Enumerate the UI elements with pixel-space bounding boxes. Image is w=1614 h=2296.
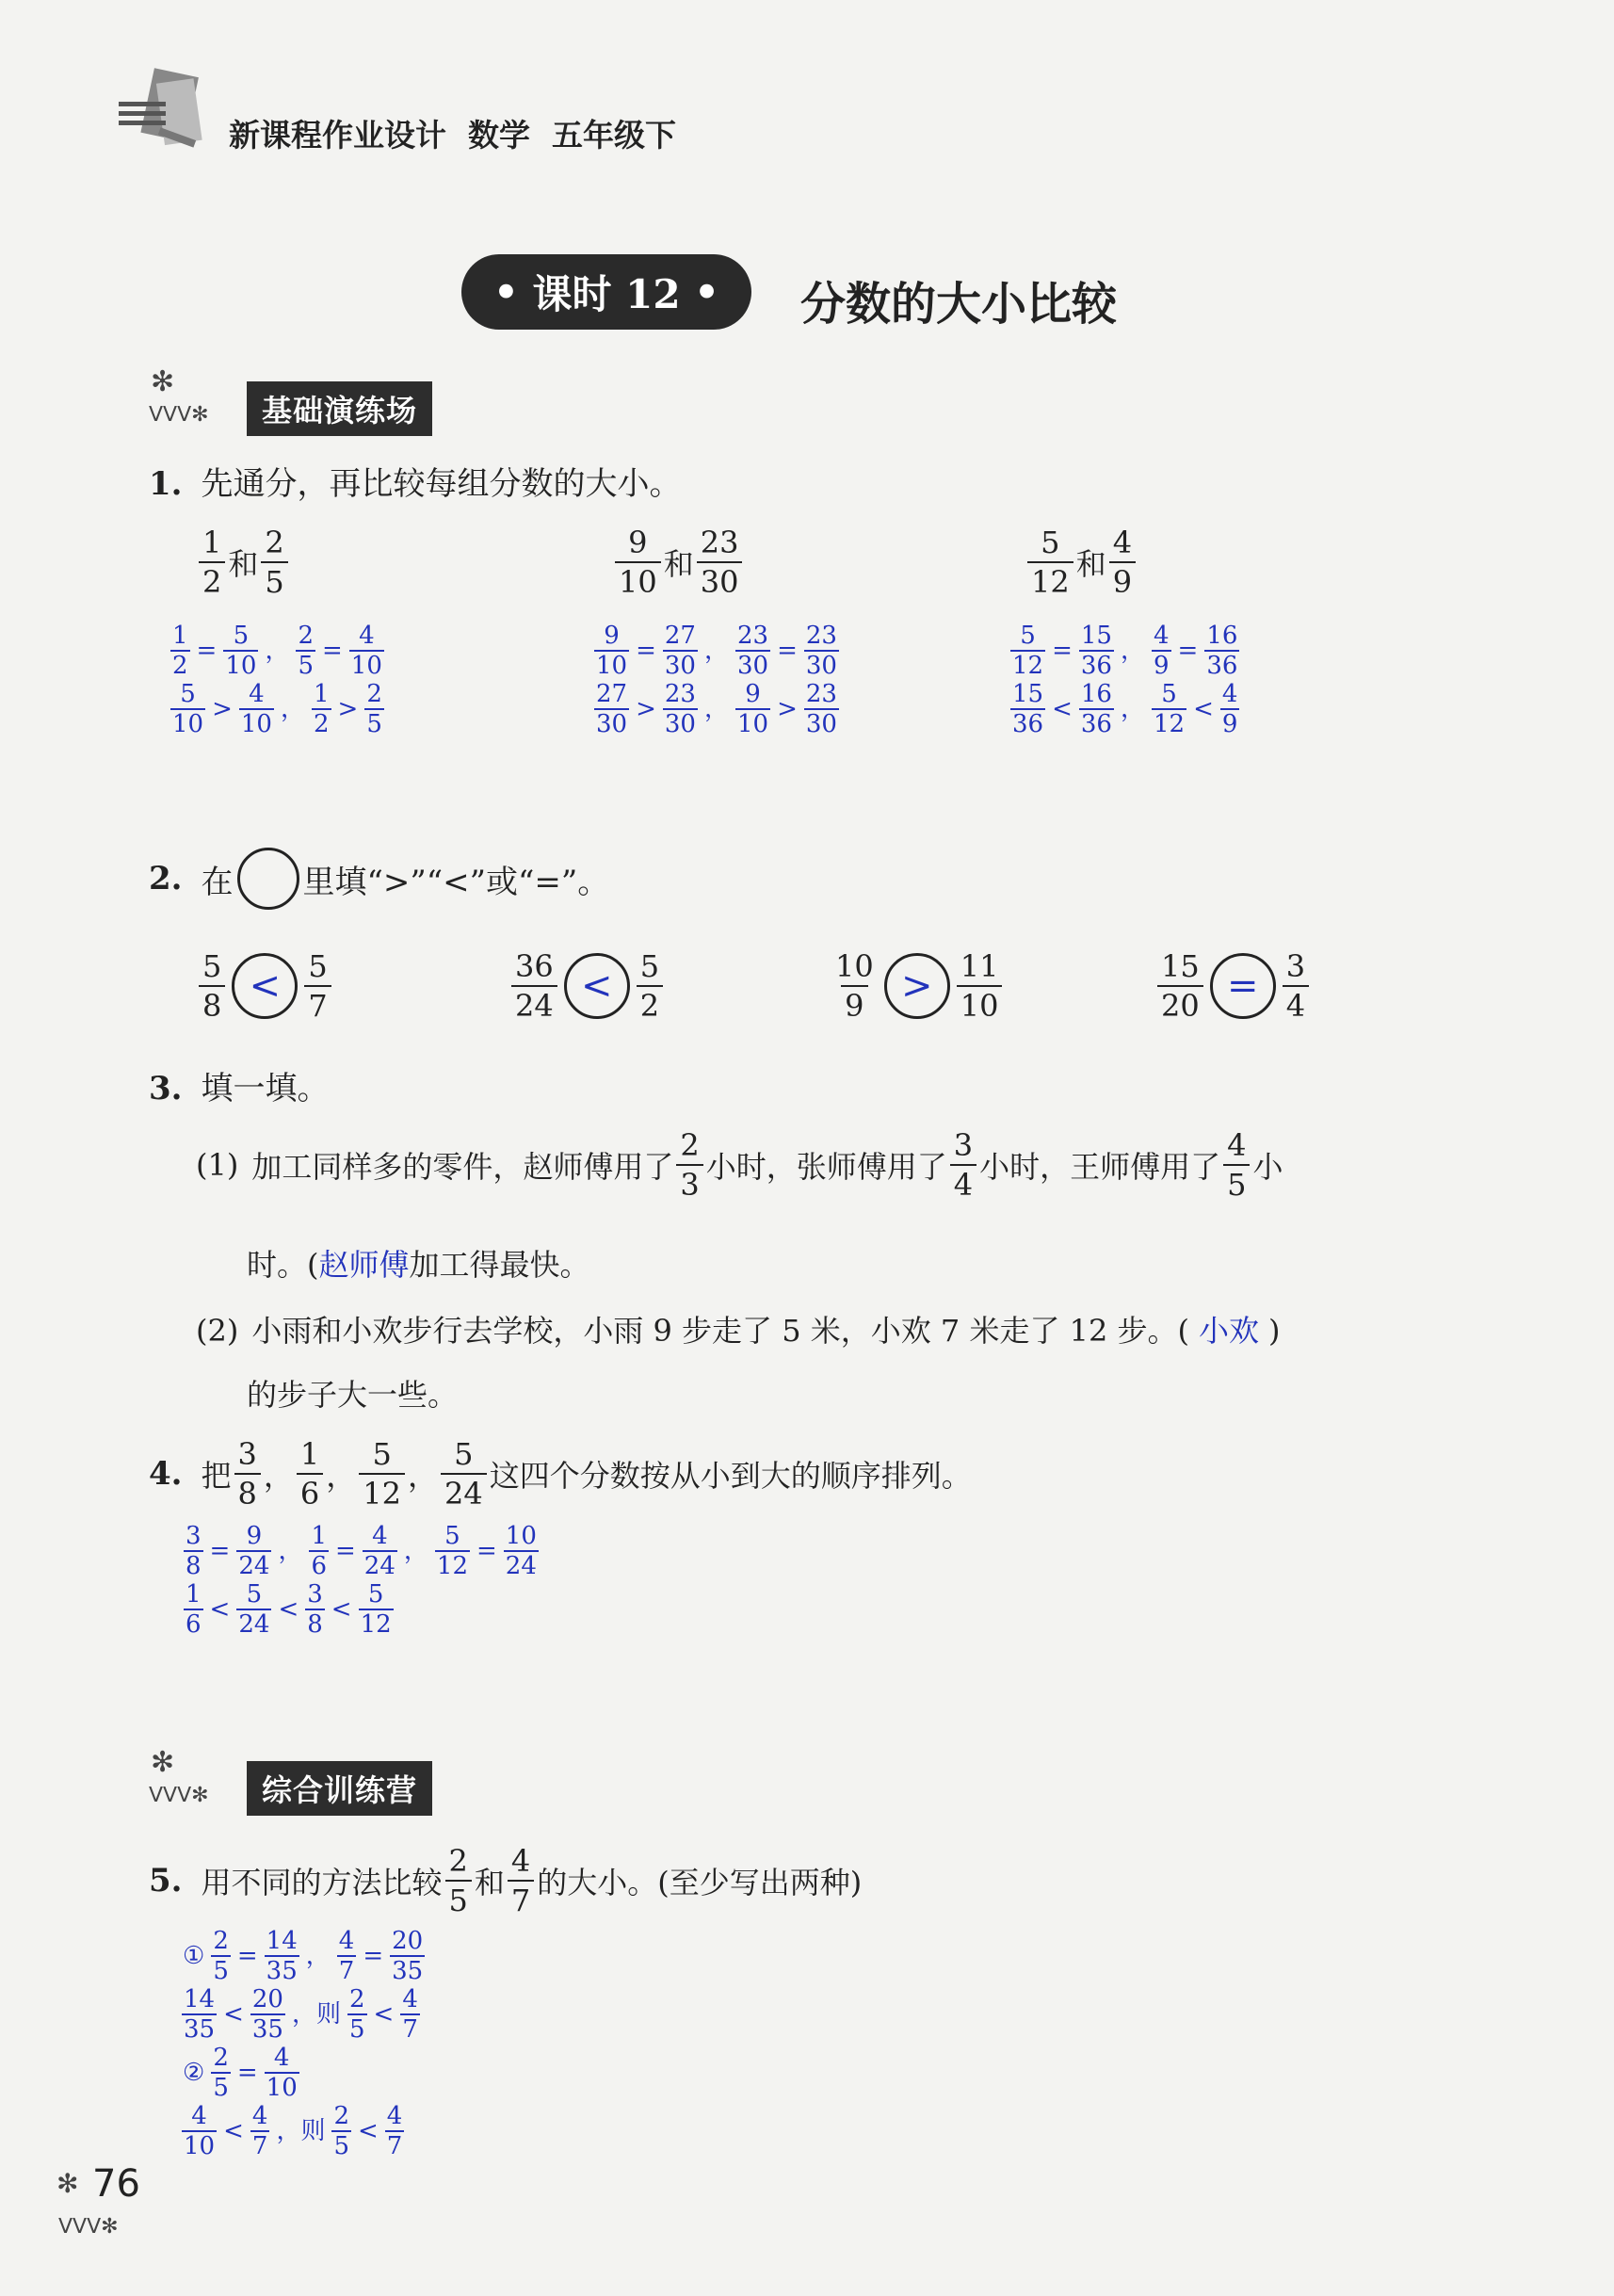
numerator: 5 bbox=[1161, 680, 1177, 708]
answer-fraction bbox=[1010, 623, 1045, 678]
answer-fraction bbox=[331, 2104, 351, 2159]
answer-symbol: = bbox=[236, 1942, 258, 1970]
answer-symbol: < bbox=[358, 2117, 379, 2145]
numerator: 27 bbox=[596, 680, 628, 708]
answer-symbol: > bbox=[212, 695, 233, 723]
numerator: 15 bbox=[1080, 622, 1112, 650]
denominator: 30 bbox=[596, 710, 628, 738]
denominator: 8 bbox=[186, 1552, 202, 1580]
denominator: 10 bbox=[172, 710, 204, 738]
denominator: 2 bbox=[314, 710, 330, 738]
answer-fraction bbox=[236, 1524, 271, 1578]
q1-text: 先通分，再比较每组分数的大小。 bbox=[201, 465, 682, 503]
answer-fraction bbox=[239, 682, 274, 736]
denominator: 5 bbox=[298, 652, 314, 680]
denominator: 30 bbox=[737, 652, 769, 680]
answer-fraction bbox=[184, 1582, 203, 1637]
answer-symbol: = bbox=[1052, 637, 1073, 665]
q1-answer-2 bbox=[591, 623, 842, 736]
answer-fraction bbox=[735, 682, 770, 736]
answer-fraction bbox=[804, 682, 839, 736]
numerator: 4 bbox=[338, 1927, 355, 1955]
answer-symbol: ， bbox=[305, 1942, 331, 1970]
denominator: 10 bbox=[266, 2074, 298, 2102]
numerator: 23 bbox=[805, 622, 837, 650]
q2-item-3: $\frac{10}{9}$ > $\frac{11}{10}$ bbox=[829, 951, 1005, 1021]
answer-fraction bbox=[390, 1929, 425, 1983]
section-comprehensive-label: 综合训练营 bbox=[247, 1761, 432, 1816]
numerator: 2 bbox=[213, 1927, 229, 1955]
numerator: 1 bbox=[314, 680, 330, 708]
numerator: 15 bbox=[1012, 680, 1044, 708]
answer-symbol: < bbox=[278, 1595, 299, 1624]
grass-icon: ᐯᐯᐯ✻ bbox=[149, 403, 209, 427]
denominator: 30 bbox=[805, 652, 837, 680]
q2-item-4: $\frac{15}{20}$ = $\frac{3}{4}$ bbox=[1154, 951, 1312, 1021]
answer-symbol: = bbox=[196, 637, 218, 665]
denominator: 6 bbox=[311, 1552, 327, 1580]
flower-icon: ✻ bbox=[151, 1746, 175, 1779]
denominator: 24 bbox=[505, 1552, 537, 1580]
denominator: 24 bbox=[238, 1610, 270, 1639]
denominator: 10 bbox=[596, 652, 628, 680]
numerator: 20 bbox=[392, 1927, 424, 1955]
answer-fraction bbox=[363, 1524, 397, 1578]
numerator: 16 bbox=[1206, 622, 1238, 650]
answer-symbol: = bbox=[1177, 637, 1199, 665]
answer-symbol: ① bbox=[183, 1942, 205, 1970]
numerator: 2 bbox=[213, 2044, 229, 2072]
answer-symbol: ， bbox=[703, 695, 729, 723]
denominator: 9 bbox=[1154, 652, 1170, 680]
answer-fraction bbox=[211, 1929, 231, 1983]
denominator: 12 bbox=[436, 1552, 468, 1580]
answer-circle[interactable]: < bbox=[564, 953, 630, 1019]
numerator: 16 bbox=[1080, 680, 1112, 708]
section-basic-label: 基础演练场 bbox=[247, 381, 432, 436]
answer-symbol: > bbox=[777, 695, 798, 723]
answer-symbol: = bbox=[636, 637, 656, 665]
denominator: 5 bbox=[213, 1957, 229, 1985]
answer-fraction bbox=[1152, 623, 1171, 678]
answer-symbol: ， bbox=[280, 695, 305, 723]
numerator: 3 bbox=[186, 1522, 202, 1550]
answer-symbol: < bbox=[373, 2000, 395, 2029]
answer-circle[interactable]: < bbox=[232, 953, 298, 1019]
flower-icon: ✻ bbox=[151, 365, 175, 398]
header-title: 新课程作业设计 数学 五年级下 bbox=[229, 117, 676, 154]
answer-fraction bbox=[435, 1524, 470, 1578]
numerator: 4 bbox=[249, 680, 265, 708]
answer-fraction bbox=[1204, 623, 1239, 678]
answer-symbol: = bbox=[322, 637, 343, 665]
answer-symbol: ，则 bbox=[276, 2117, 326, 2145]
numerator: 4 bbox=[273, 2044, 290, 2072]
answer-fraction bbox=[663, 682, 698, 736]
q3-answer-1: 赵师傅 bbox=[318, 1247, 410, 1283]
q2-prompt: 2. 在 里填“>”“<”或“=”。 bbox=[149, 848, 609, 910]
header-logo-icon bbox=[111, 68, 215, 162]
numerator: 1 bbox=[172, 622, 188, 650]
numerator: 14 bbox=[266, 1927, 298, 1955]
denominator: 8 bbox=[307, 1610, 323, 1639]
q3-part-1: (1) 加工同样多的零件，赵师傅用了 $\frac{2}{3}$ 小时，张师傅用了 $\frac{3}{4}$ 小时，王师傅用了 $\frac{4}{5}$ 小 bbox=[196, 1127, 1283, 1203]
answer-symbol: ， bbox=[1120, 695, 1145, 723]
q3-part-1-line2: 时。(赵师傅加工得最快。 bbox=[247, 1247, 590, 1283]
denominator: 10 bbox=[350, 652, 382, 680]
lesson-title: 分数的大小比较 bbox=[800, 278, 1118, 331]
answer-symbol: = bbox=[476, 1537, 497, 1565]
answer-fraction bbox=[347, 1987, 367, 2042]
answer-fraction bbox=[804, 623, 839, 678]
answer-fraction bbox=[1220, 682, 1240, 736]
answer-symbol: ， bbox=[265, 637, 290, 665]
answer-fraction bbox=[663, 623, 698, 678]
numerator: 5 bbox=[1020, 622, 1036, 650]
denominator: 12 bbox=[1154, 710, 1186, 738]
denominator: 36 bbox=[1080, 710, 1112, 738]
numerator: 2 bbox=[298, 622, 314, 650]
answer-fraction bbox=[182, 2104, 217, 2159]
answer-symbol: ，则 bbox=[291, 2000, 341, 2029]
answer-fraction bbox=[735, 623, 770, 678]
numerator: 2 bbox=[349, 1985, 365, 2013]
numerator: 2 bbox=[366, 680, 382, 708]
numerator: 4 bbox=[191, 2102, 207, 2130]
numerator: 9 bbox=[246, 1522, 263, 1550]
answer-symbol: < bbox=[223, 2000, 244, 2029]
denominator: 30 bbox=[664, 652, 696, 680]
denominator: 5 bbox=[366, 710, 382, 738]
answer-fraction bbox=[309, 1524, 329, 1578]
answer-symbol: ， bbox=[403, 1537, 428, 1565]
q1-prompt: 1. 先通分，再比较每组分数的大小。 bbox=[149, 465, 682, 503]
denominator: 5 bbox=[349, 2015, 365, 2044]
numerator: 23 bbox=[664, 680, 696, 708]
answer-symbol: ， bbox=[278, 1537, 303, 1565]
answer-fraction bbox=[265, 1929, 299, 1983]
answer-symbol: > bbox=[337, 695, 359, 723]
answer-symbol: = bbox=[236, 2059, 258, 2087]
answer-symbol: = bbox=[335, 1537, 356, 1565]
denominator: 35 bbox=[266, 1957, 298, 1985]
denominator: 35 bbox=[392, 1957, 424, 1985]
answer-fraction bbox=[312, 682, 331, 736]
answer-fraction bbox=[1010, 682, 1045, 736]
denominator: 35 bbox=[184, 2015, 216, 2044]
q3-prompt: 3. 填一填。 bbox=[149, 1070, 330, 1108]
answer-symbol: = bbox=[777, 637, 798, 665]
denominator: 10 bbox=[225, 652, 257, 680]
lesson-badge: • 课时 12 • bbox=[461, 254, 751, 330]
numerator: 14 bbox=[184, 1985, 216, 2013]
answer-fraction bbox=[594, 623, 629, 678]
answer-fraction bbox=[400, 1987, 420, 2042]
numerator: 27 bbox=[664, 622, 696, 650]
answer-fraction bbox=[250, 2104, 270, 2159]
denominator: 2 bbox=[172, 652, 188, 680]
denominator: 30 bbox=[805, 710, 837, 738]
answer-symbol: ， bbox=[1120, 637, 1145, 665]
q4-prompt: 4. 把 $\frac{3}{8}$ ， $\frac{1}{6}$ ， $\frac{5}{12}$ ， $\frac{5}{24}$ 这四个分数按从小到大的顺序排列。 bbox=[149, 1436, 972, 1512]
denominator: 7 bbox=[386, 2132, 403, 2160]
q4-answer bbox=[181, 1524, 541, 1637]
answer-fraction bbox=[170, 623, 190, 678]
answer-fraction bbox=[170, 682, 205, 736]
numerator: 5 bbox=[180, 680, 196, 708]
answer-fraction bbox=[236, 1582, 271, 1637]
answer-symbol: < bbox=[223, 2117, 244, 2145]
denominator: 5 bbox=[213, 2074, 229, 2102]
q1-group-3: $\frac{5}{12}$ 和 $\frac{4}{9}$ bbox=[1025, 527, 1138, 597]
q5-answer bbox=[179, 1929, 428, 2159]
q2-item-1: $\frac{5}{8}$ < $\frac{5}{7}$ bbox=[196, 951, 334, 1021]
denominator: 12 bbox=[1012, 652, 1044, 680]
denominator: 10 bbox=[737, 710, 769, 738]
answer-fraction bbox=[385, 2104, 405, 2159]
numerator: 4 bbox=[386, 2102, 403, 2130]
numerator: 20 bbox=[251, 1985, 283, 2013]
answer-fraction bbox=[211, 2045, 231, 2100]
denominator: 12 bbox=[360, 1610, 392, 1639]
q3-part-2-line2: 的步子大一些。 bbox=[247, 1377, 459, 1413]
answer-symbol: < bbox=[1052, 695, 1073, 723]
grass-icon: ᐯᐯᐯ✻ bbox=[58, 2215, 119, 2239]
q3-answer-2: 小欢 bbox=[1199, 1313, 1260, 1349]
denominator: 24 bbox=[363, 1552, 395, 1580]
denominator: 7 bbox=[251, 2132, 268, 2160]
answer-fraction bbox=[337, 1929, 357, 1983]
numerator: 1 bbox=[186, 1580, 202, 1609]
numerator: 23 bbox=[805, 680, 837, 708]
answer-fraction bbox=[223, 623, 258, 678]
answer-fraction bbox=[504, 1524, 539, 1578]
numerator: 4 bbox=[359, 622, 375, 650]
denominator: 7 bbox=[338, 1957, 355, 1985]
numerator: 9 bbox=[604, 622, 620, 650]
answer-symbol: ② bbox=[183, 2059, 205, 2087]
grass-icon: ᐯᐯᐯ✻ bbox=[149, 1784, 209, 1807]
answer-circle[interactable]: > bbox=[884, 953, 950, 1019]
lesson-label: 课时 12 bbox=[532, 271, 681, 317]
numerator: 5 bbox=[367, 1580, 384, 1609]
numerator: 23 bbox=[737, 622, 769, 650]
denominator: 9 bbox=[1221, 710, 1238, 738]
denominator: 35 bbox=[251, 2015, 283, 2044]
answer-symbol: > bbox=[636, 695, 656, 723]
numerator: 4 bbox=[251, 2102, 268, 2130]
blank-circle-icon bbox=[237, 848, 299, 910]
q1-group-2: $\frac{9}{10}$ 和 $\frac{23}{30}$ bbox=[612, 527, 745, 597]
numerator: 5 bbox=[246, 1580, 263, 1609]
q5-prompt: 5. 用不同的方法比较 $\frac{2}{5}$ 和 $\frac{4}{7}$ 的大小。(至少写出两种) bbox=[149, 1843, 863, 1918]
denominator: 6 bbox=[186, 1610, 202, 1639]
numerator: 3 bbox=[307, 1580, 323, 1609]
answer-fraction bbox=[594, 682, 629, 736]
q3-part-2: (2) 小雨和小欢步行去学校，小雨 9 步走了 5 米，小欢 7 米走了 12 步。( 小欢 ) bbox=[196, 1313, 1281, 1349]
numerator: 4 bbox=[1154, 622, 1170, 650]
q1-group-1: $\frac{1}{2}$ 和 $\frac{2}{5}$ bbox=[196, 527, 291, 597]
answer-fraction bbox=[296, 623, 315, 678]
answer-fraction bbox=[1079, 682, 1114, 736]
flower-icon: ✻ bbox=[56, 2168, 79, 2199]
denominator: 30 bbox=[664, 710, 696, 738]
numerator: 2 bbox=[333, 2102, 349, 2130]
answer-symbol: < bbox=[1193, 695, 1214, 723]
answer-fraction bbox=[305, 1582, 325, 1637]
answer-fraction bbox=[1152, 682, 1186, 736]
answer-fraction bbox=[184, 1524, 203, 1578]
denominator: 10 bbox=[184, 2132, 216, 2160]
answer-fraction bbox=[349, 623, 384, 678]
denominator: 7 bbox=[402, 2015, 418, 2044]
answer-fraction bbox=[1079, 623, 1114, 678]
answer-symbol: < bbox=[331, 1595, 352, 1624]
numerator: 10 bbox=[505, 1522, 537, 1550]
answer-circle[interactable]: = bbox=[1210, 953, 1276, 1019]
answer-fraction bbox=[250, 1987, 285, 2042]
answer-symbol: = bbox=[209, 1537, 231, 1565]
answer-fraction bbox=[364, 682, 384, 736]
q1-answer-1 bbox=[168, 623, 387, 736]
numerator: 5 bbox=[233, 622, 250, 650]
numerator: 5 bbox=[444, 1522, 460, 1550]
denominator: 36 bbox=[1080, 652, 1112, 680]
denominator: 36 bbox=[1012, 710, 1044, 738]
q1-answer-3 bbox=[1008, 623, 1242, 736]
answer-symbol: = bbox=[363, 1942, 384, 1970]
denominator: 5 bbox=[333, 2132, 349, 2160]
numerator: 9 bbox=[745, 680, 761, 708]
numerator: 4 bbox=[372, 1522, 388, 1550]
page-number: 76 bbox=[92, 2162, 140, 2206]
denominator: 10 bbox=[240, 710, 272, 738]
answer-fraction bbox=[265, 2045, 299, 2100]
numerator: 1 bbox=[311, 1522, 327, 1550]
answer-symbol: ， bbox=[703, 637, 729, 665]
answer-symbol: < bbox=[209, 1595, 231, 1624]
denominator: 36 bbox=[1206, 652, 1238, 680]
numerator: 4 bbox=[402, 1985, 418, 2013]
answer-fraction bbox=[359, 1582, 394, 1637]
denominator: 24 bbox=[238, 1552, 270, 1580]
numerator: 4 bbox=[1221, 680, 1238, 708]
answer-fraction bbox=[182, 1987, 217, 2042]
q2-item-2: $\frac{36}{24}$ < $\frac{5}{2}$ bbox=[508, 951, 666, 1021]
